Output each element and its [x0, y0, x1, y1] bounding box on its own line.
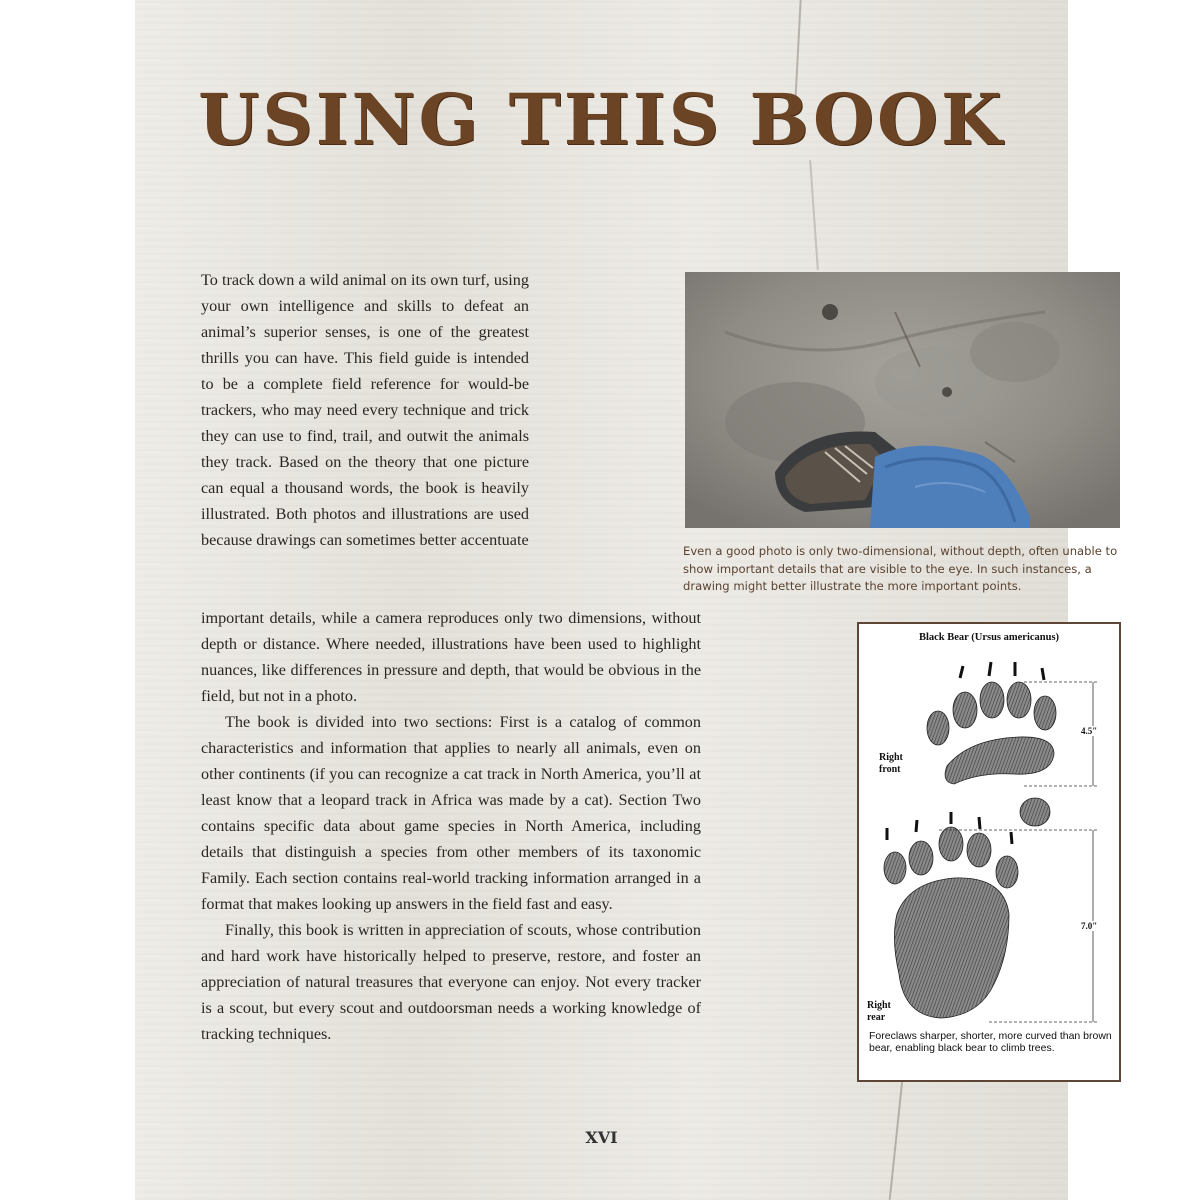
intro-paragraph-narrow	[201, 267, 529, 553]
bear-track-drawing	[859, 624, 1119, 1024]
body-paragraphs	[201, 709, 701, 1047]
front-track-label: Right front	[879, 752, 903, 775]
figure-caption: Foreclaws sharper, shorter, more curved than brown bear, enabling black bear to climb trees.	[869, 1030, 1112, 1054]
rear-length-label: 7.0"	[1081, 921, 1098, 931]
intro-paragraph-wide	[201, 605, 701, 709]
claw-mark	[989, 662, 991, 676]
claw-mark	[1011, 832, 1012, 844]
rear-track-label: Right rear	[867, 1000, 891, 1023]
bear-track-figure	[857, 622, 1121, 1082]
section-paragraph: The book is divided into two sections: First is a catalog of common characteristics and information that applies to nearly all animals, even on other continents (if you can recognize a cat track in North America, you’ll at least know that a leopard track in Africa was made by a cat). Section Two contains specific data about game species in North America, including details that distinguish a species from other members of its taxonomic Family. Each section contains real-world tracking information arranged in a format that makes looking up answers in the field fast and easy.	[201, 713, 701, 913]
body-text: important details, while a camera reproduces only two dimensions, without depth or distance. Where needed, illustrations have been used to highlight nuances, like differences in pressure and depth, that would be obvious in the field, but not in a photo.	[201, 609, 701, 705]
wood-crack	[809, 160, 819, 270]
photo-caption: Even a good photo is only two-dimensional, without depth, often unable to show important details that are visible to the eye. In such instances, a drawing might better illustrate the more important points.	[683, 544, 1118, 593]
claw-mark	[960, 666, 963, 678]
claw-mark	[1042, 668, 1044, 680]
figure-title: Black Bear (Ursus americanus)	[918, 632, 1060, 643]
page-title: USING THIS BOOK	[198, 78, 1005, 161]
body-text: To track down a wild animal on its own turf, using your own intelligence and skills to defeat an animal’s superior senses, is one of the greatest thrills you can have. This field guide is intended to be a complete field reference for would-be trackers, who may need every technique and trick they can use to find, trail, and outwit the animals they track. Based on the theory that one picture can equal a thousand words, the book is heavily illustrated. Both photos and illustrations are used because drawings can sometimes better accentuate	[201, 271, 529, 549]
sand-footprint-image	[685, 272, 1120, 528]
closing-paragraph: Finally, this book is written in appreciation of scouts, whose contribution and hard work have historically helped to preserve, restore, and foster an appreciation of natural treasures that everyone can enjoy. Not every tracker is a scout, but every scout and outdoorsman needs a working knowledge of tracking techniques.	[201, 921, 701, 1043]
track-photo	[685, 272, 1120, 528]
front-length-label: 4.5"	[1081, 726, 1098, 736]
claw-mark	[916, 820, 917, 832]
page-number: XVI	[585, 1128, 618, 1147]
claw-mark	[979, 817, 980, 829]
book-page	[135, 0, 1118, 1200]
